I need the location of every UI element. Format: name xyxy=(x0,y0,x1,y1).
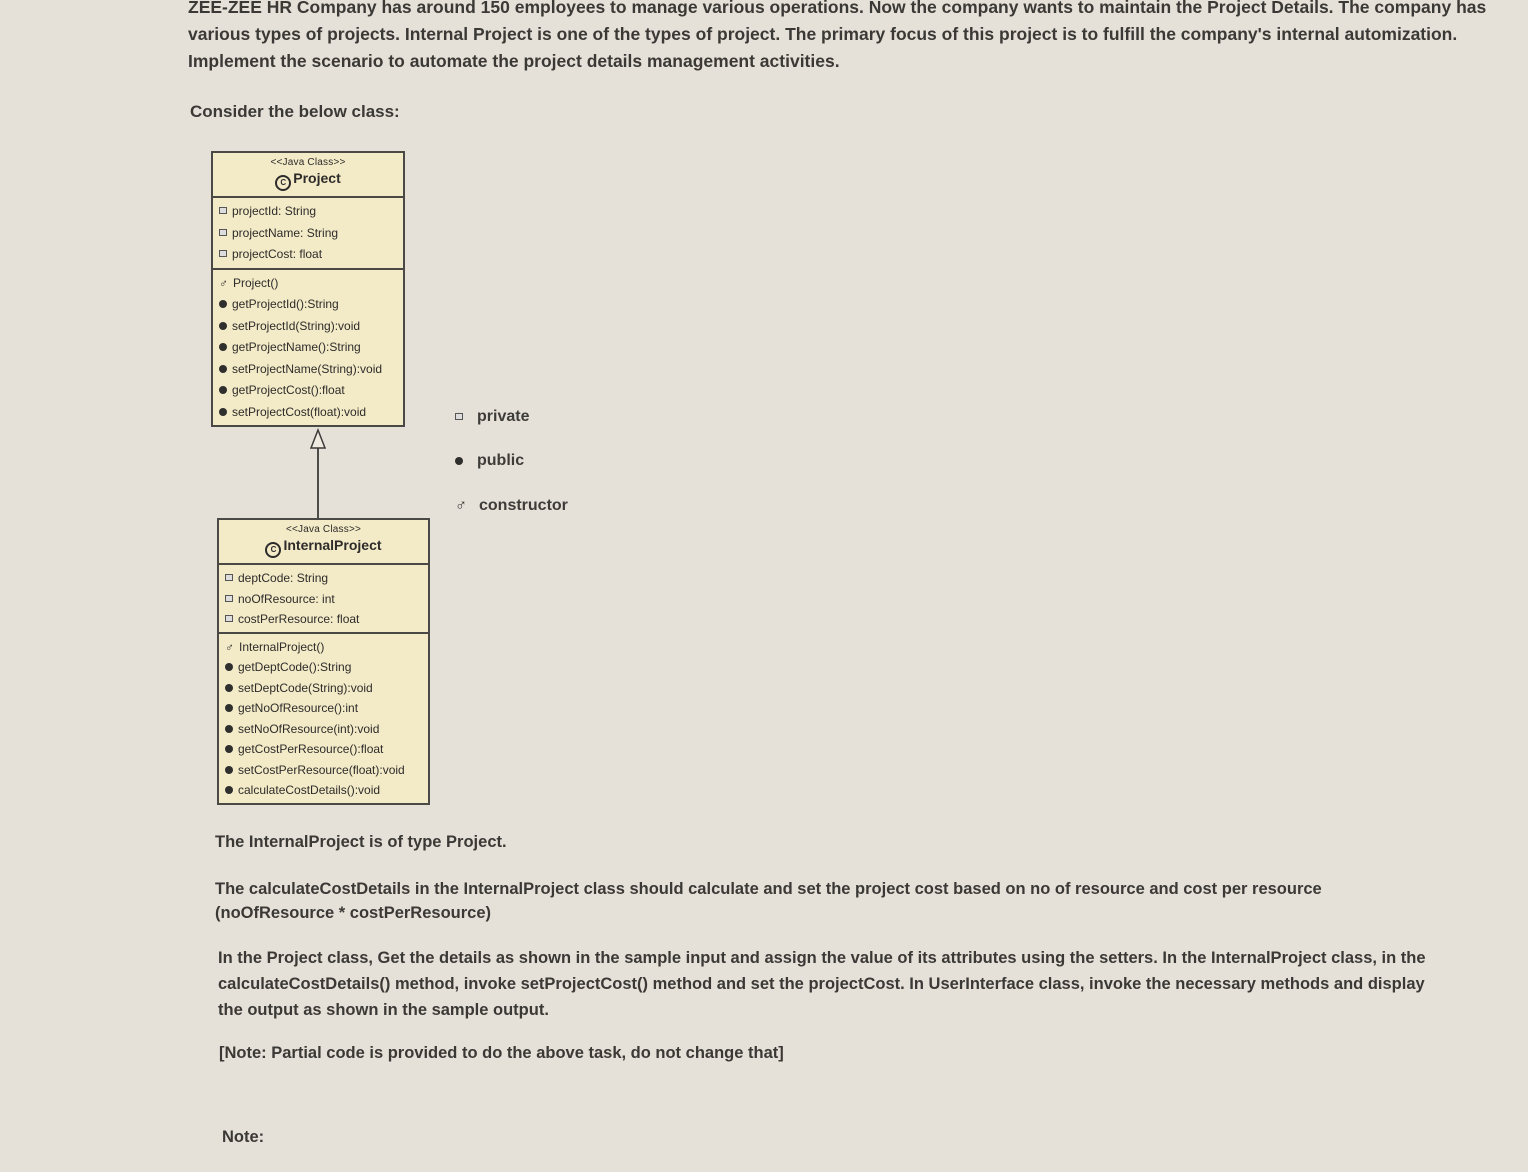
internal-method xyxy=(225,698,428,719)
method-text: getProjectCost():float xyxy=(232,383,345,397)
method-text: getCostPerResource():float xyxy=(238,742,384,756)
class-icon: C xyxy=(265,542,281,558)
constructor-icon: ♂ xyxy=(219,275,228,290)
public-icon xyxy=(219,300,227,308)
project-method xyxy=(219,380,403,402)
internal-attribute xyxy=(225,568,428,589)
project-stereotype: <<Java Class>> xyxy=(270,157,346,168)
project-method xyxy=(219,337,403,359)
private-icon xyxy=(219,229,227,236)
attribute-text: costPerResource: float xyxy=(238,612,360,626)
method-text: getProjectName():String xyxy=(232,340,361,354)
legend-constructor xyxy=(455,497,568,515)
private-icon xyxy=(225,574,233,581)
method-text: calculateCostDetails():void xyxy=(238,783,381,797)
internal-class-name xyxy=(219,537,428,558)
internal-attributes xyxy=(219,565,428,634)
internal-method xyxy=(225,678,428,699)
public-icon xyxy=(219,386,227,394)
consider-heading: Consider the below class: xyxy=(190,102,400,121)
method-text: setDeptCode(String):void xyxy=(238,680,373,695)
internal-class-header xyxy=(219,520,428,565)
public-icon xyxy=(225,684,233,692)
constructor-text: InternalProject() xyxy=(239,639,325,654)
method-text: setProjectId(String):void xyxy=(232,318,361,333)
public-icon xyxy=(225,725,233,733)
class-icon: C xyxy=(275,175,291,191)
project-class-header xyxy=(213,153,403,198)
project-method xyxy=(219,316,403,338)
internal-method xyxy=(225,760,428,781)
project-method xyxy=(219,359,403,381)
project-attribute xyxy=(219,223,403,245)
constructor-icon: ♂ xyxy=(225,639,234,654)
internal-attribute xyxy=(225,609,428,630)
public-icon xyxy=(219,365,227,373)
public-icon xyxy=(225,786,233,794)
public-icon xyxy=(225,663,233,671)
internal-constructor xyxy=(225,637,428,658)
attribute-text: projectId: String xyxy=(232,204,317,218)
intro-paragraph: ZEE-ZEE HR Company has around 150 employees to manage various operations. Now the company wants to maintain the Project Details. The company has various types of projects. Internal Project is one of the types of project. The primary focus of this project is to fulfill the company's internal automization. Implement the scenario to automate the project details management activities. xyxy=(188,0,1487,71)
internal-attribute xyxy=(225,589,428,610)
method-text: setProjectName(String):void xyxy=(232,361,383,376)
internal-class-name-text: InternalProject xyxy=(283,537,382,553)
method-text: getProjectId():String xyxy=(232,297,339,311)
public-icon xyxy=(225,704,233,712)
details-paragraph: In the Project class, Get the details as shown in the sample input and assign the value of its attributes using the setters. In the InternalProject class, in the calculateCostDetails() method, invoke setProjectCost() method and set the projectCost. In UserInterface class, invoke the necessary methods and display the output as shown in the sample output. xyxy=(218,949,1426,1019)
internal-method xyxy=(225,739,428,760)
partial-code-note: [Note: Partial code is provided to do the above task, do not change that] xyxy=(219,1044,784,1062)
method-text: setNoOfResource(int):void xyxy=(238,721,380,736)
constructor-icon: ♂ xyxy=(455,497,467,514)
private-icon xyxy=(225,595,233,602)
legend-public xyxy=(455,452,524,470)
legend-private-text: private xyxy=(477,408,530,425)
inheritance-arrow xyxy=(300,428,340,523)
legend-public-text: public xyxy=(477,452,525,469)
attribute-text: deptCode: String xyxy=(238,571,329,585)
internal-methods xyxy=(219,634,428,803)
project-attribute xyxy=(219,201,403,223)
calc-paragraph: The calculateCostDetails in the InternalProject class should calculate and set the project cost based on no of resource and cost per resource (noOfResource * costPerResource) xyxy=(215,880,1322,922)
attribute-text: projectCost: float xyxy=(232,247,323,261)
legend-private xyxy=(455,408,529,426)
method-text: getNoOfResource():int xyxy=(238,701,359,715)
project-method xyxy=(219,294,403,316)
internal-method xyxy=(225,780,428,801)
project-class-name xyxy=(213,170,403,191)
legend-constructor-text: constructor xyxy=(479,497,568,514)
attribute-text: noOfResource: int xyxy=(238,591,335,606)
private-icon xyxy=(219,250,227,257)
project-constructor xyxy=(219,273,403,295)
project-class-box xyxy=(211,151,405,427)
public-icon xyxy=(225,766,233,774)
arrow-head-icon xyxy=(311,430,325,448)
internal-method xyxy=(225,719,428,740)
note-label: Note: xyxy=(222,1128,265,1146)
attribute-text: projectName: String xyxy=(232,225,339,240)
method-text: getDeptCode():String xyxy=(238,660,352,674)
public-icon xyxy=(219,322,227,330)
project-attribute xyxy=(219,244,403,266)
project-method xyxy=(219,402,403,424)
private-icon xyxy=(455,413,463,420)
internal-method xyxy=(225,657,428,678)
public-icon xyxy=(219,343,227,351)
internal-stereotype: <<Java Class>> xyxy=(285,524,362,535)
private-icon xyxy=(225,615,233,622)
constructor-text: Project() xyxy=(233,275,279,290)
public-icon xyxy=(219,408,227,416)
project-class-name-text: Project xyxy=(293,170,341,186)
method-text: setProjectCost(float):void xyxy=(232,404,367,419)
method-text: setCostPerResource(float):void xyxy=(238,762,405,777)
private-icon xyxy=(219,207,227,214)
public-icon xyxy=(225,745,233,753)
project-methods xyxy=(213,270,403,426)
type-of-paragraph: The InternalProject is of type Project. xyxy=(215,833,507,851)
project-attributes xyxy=(213,198,403,270)
internal-project-class-box xyxy=(217,518,430,805)
public-icon xyxy=(455,457,463,465)
